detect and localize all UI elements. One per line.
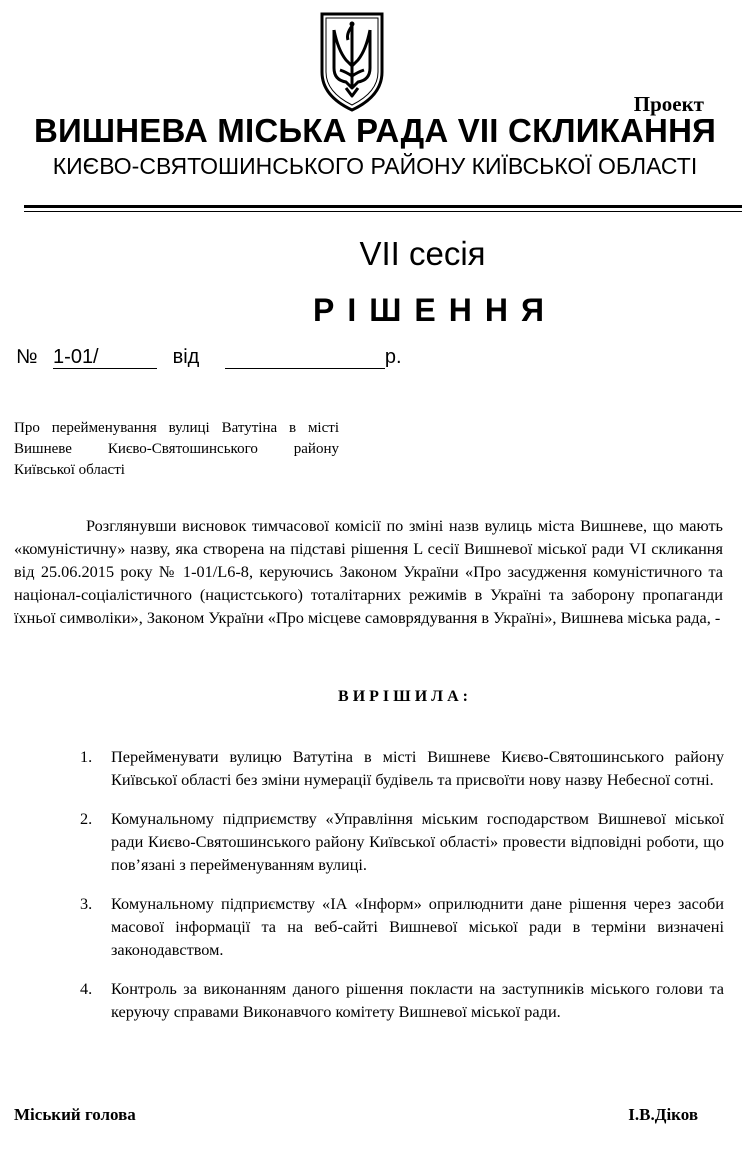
preamble-paragraph: Розглянувши висновок тимчасової комісії по зміні назв вулиць міста Вишневе, що мають «комуністичну» назву, яка створена на підставі рішення L сесії Вишневої міської ради VI скликання від 25.06.2015 року № 1-01/L6-8, керуючись Законом України «Про засудження комуністичного та націонал-соціалістичного (нацистського) тоталітарних режимів в Україні та заборону пропаганди їхньої символіки», Законом України «Про місцеве самоврядування в Україні», Вишнева міська рада, - (14, 516, 723, 627)
item-number: 4. (80, 979, 93, 998)
item-number: 2. (80, 809, 93, 828)
item-text: Перейменувати вулицю Ватутіна в місті Вишневе Києво-Святошинського району Київської області без зміни нумерації будівель та присвоїти нову назву Небесної сотні. (111, 747, 724, 789)
document-type-title: РІШЕННЯ (313, 292, 557, 328)
decision-number-line (16, 346, 402, 369)
decision-number-value: 1-01/ (53, 346, 99, 368)
date-from-label: від (172, 346, 200, 368)
header-divider-thick (24, 205, 742, 208)
signature-name: І.В.Діков (628, 1105, 698, 1124)
list-item (80, 892, 724, 961)
list-item (80, 807, 724, 876)
item-number: 1. (80, 747, 93, 766)
decision-number-field (53, 346, 157, 369)
session-title: VII сесія (359, 235, 486, 272)
decision-date-field (225, 346, 385, 369)
resolution-items-list (80, 745, 724, 1039)
item-number: 3. (80, 894, 93, 913)
resolved-heading: ВИРІШИЛА: (338, 688, 472, 705)
council-name: ВИШНЕВА МІСЬКА РАДА VII СКЛИКАННЯ (33, 112, 717, 149)
district-name: КИЄВО-СВЯТОШИНСЬКОГО РАЙОНУ КИЇВСЬКОЇ ОБЛАСТІ (52, 153, 698, 179)
date-suffix: р. (384, 346, 402, 368)
item-text: Комунальному підприємству «Управління міським господарством Вишневої міської ради Києво-Святошинського району Київської області» провести відповідні роботи, що пов’язані з перейменуванням вулиці. (111, 809, 724, 874)
draft-label: Проект (633, 92, 704, 116)
header-divider-thin (24, 211, 742, 212)
trident-coat-of-arms-icon (318, 10, 386, 114)
item-text: Комунальному підприємству «ІА «Інформ» оприлюднити дане рішення через засоби масової інформації та на веб-сайті Вишневої міської ради в терміни визначені законодавством. (111, 894, 724, 959)
decision-subject: Про перейменування вулиці Ватутіна в місті Вишневе Києво-Святошинського району Київської області (14, 420, 339, 478)
signature-title: Міський голова (14, 1105, 136, 1124)
list-item (80, 977, 724, 1023)
item-text: Контроль за виконанням даного рішення покласти на заступників міського голови та керуючу справами Виконавчого комітету Вишневої міської ради. (111, 979, 724, 1021)
number-sign: № (16, 346, 38, 368)
list-item (80, 745, 724, 791)
